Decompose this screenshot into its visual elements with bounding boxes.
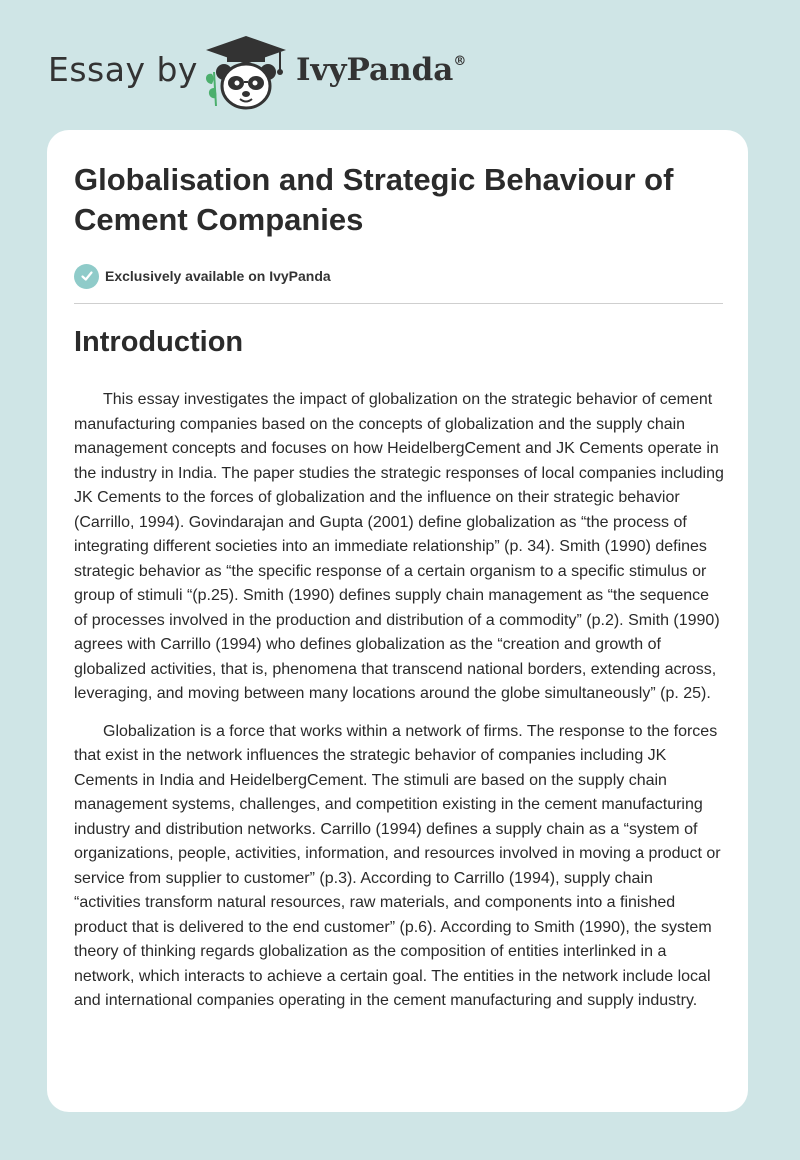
site-header <box>0 0 800 130</box>
registered-mark: ® <box>453 54 467 69</box>
exclusive-badge-label: Exclusively available on IvyPanda <box>105 268 331 284</box>
paragraph: This essay investigates the impact of globalization on the strategic behavior of cement manufacturing companies based on the concepts of globalization and the supply chain management concepts and focuses on how HeidelbergCement and JK Cements operate in the industry in India. The paper studies the strategic responses of local companies including JK Cements to the forces of globalization and the influence on their strategic behavior (Carrillo, 1994). Govindarajan and Gupta (2001) define globalization as “the process of integrating different societies into an immediate relationship” (p. 34). Smith (1990) defines strategic behavior as “the specific response of a certain organism to a specific stimulus or group of stimuli “(p.25). Smith (1990) defines supply chain management as “the sequence of processes involved in the production and distribution of a commodity” (p.2). Smith (1990) agrees with Carrillo (1994) who defines globalization as the “creation and growth of globalized activities, that is, phenomena that transcend national borders, extending across, leveraging, and moving between many locations around the globe simultaneously” (p. 25). <box>74 391 724 702</box>
checkmark-icon <box>74 264 99 289</box>
section-heading-introduction: Introduction <box>74 326 244 358</box>
exclusive-badge <box>74 263 331 289</box>
panda-logo-icon[interactable] <box>200 32 292 112</box>
essay-card <box>47 130 748 1112</box>
ivypanda-brand[interactable] <box>296 52 466 88</box>
essay-by-label: Essay by <box>48 50 198 89</box>
divider <box>74 303 723 304</box>
paragraph: Globalization is a force that works within a network of firms. The response to the forces that exist in the network influences the strategic behavior of companies including JK Cements in India and HeidelbergCement. The stimuli are based on the supply chain management systems, challenges, and competition existing in the cement manufacturing industry and distribution networks. Carrillo (1994) defines a supply chain as a “system of organizations, people, activities, information, and resources involved in moving a product or service from supplier to customer” (p.3). According to Carrillo (1994), supply chain “activities transform natural resources, raw materials, and components into a finished product that is delivered to the end customer” (p.6). According to Smith (1990), the system theory of thinking regards globalization as the composition of entities interlinked in a network, which interacts to achieve a certain goal. The entities in the network include local and international companies operating in the cement manufacturing and supply industry. <box>74 722 721 1009</box>
brand-name: IvyPanda <box>296 52 454 88</box>
essay-body <box>74 388 724 1027</box>
essay-title: Globalisation and Strategic Behaviour of Cement Companies <box>74 162 674 237</box>
